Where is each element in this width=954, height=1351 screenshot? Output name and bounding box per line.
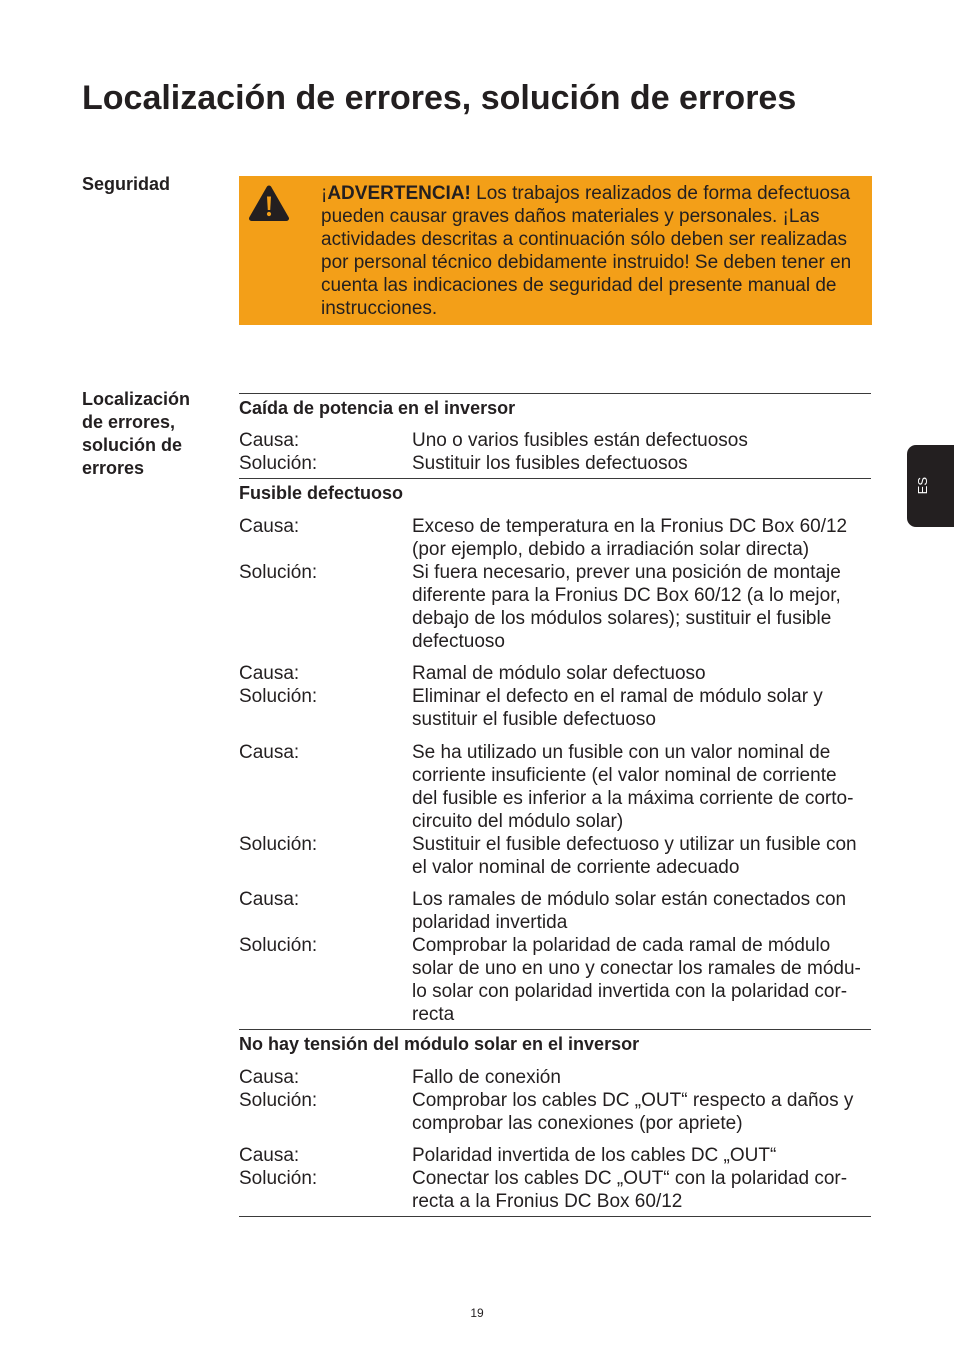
solution-text [412, 833, 857, 879]
safety-heading: Seguridad [82, 173, 171, 194]
cause-text-line: Exceso de temperatura en la Fronius DC Box 60/12 [412, 515, 848, 537]
warning-text [321, 182, 851, 320]
cause-label: Causa: [239, 663, 300, 684]
solution-text-line: comprobar las conexiones (por apriete) [412, 1112, 743, 1134]
cause-text [412, 741, 853, 833]
cause-text [412, 888, 846, 934]
cause-text-line: Polaridad invertida de los cables DC „OUT“ [412, 1145, 777, 1166]
warning-prefix: ¡ [321, 182, 328, 204]
troubleshooting-section [239, 478, 871, 1029]
solution-row [239, 833, 871, 879]
cause-text-line: (por ejemplo, debido a irradiación solar directa) [412, 538, 810, 560]
cause-row [239, 515, 871, 561]
cause-text [412, 662, 706, 685]
page-title: Localización de errores, solución de errores [82, 79, 797, 117]
section-title: Fusible defectuoso [239, 483, 404, 503]
solution-text-line: Comprobar los cables DC „OUT“ respecto a daños y [412, 1089, 854, 1111]
cause-text-line: Ramal de módulo solar defectuoso [412, 663, 706, 684]
cause-text-line: Se ha utilizado un fusible con un valor nominal de [412, 741, 831, 763]
solution-text-line: Si fuera necesario, prever una posición de montaje [412, 561, 841, 583]
troubleshooting-section [239, 1029, 871, 1217]
cause-text-line: corriente insuficiente (el valor nominal de corriente [412, 764, 837, 786]
solution-text-line: Sustituir los fusibles defectuosos [412, 453, 688, 474]
warning-line [321, 182, 851, 205]
page-number: 19 [470, 1306, 484, 1320]
warning-line: instrucciones. [321, 297, 438, 319]
solution-label: Solución: [239, 935, 318, 956]
cause-text [412, 1066, 561, 1089]
solution-text [412, 452, 688, 475]
solution-row [239, 934, 871, 1026]
cause-label: Causa: [239, 889, 300, 910]
solution-text [412, 685, 823, 731]
solution-text-line: Comprobar la polaridad de cada ramal de módulo [412, 935, 831, 956]
warning-triangle-icon [249, 185, 289, 222]
troubleshooting-heading-line: errores [82, 458, 145, 478]
solution-row [239, 561, 871, 653]
warning-label: ADVERTENCIA! [327, 182, 471, 204]
solution-text-line: diferente para la Fronius DC Box 60/12 (a lo mejor, [412, 584, 841, 606]
solution-row [239, 1089, 871, 1135]
warning-box [239, 176, 872, 325]
solution-text-line: Sustituir el fusible defectuoso y utilizar un fusible con [412, 833, 857, 855]
solution-text [412, 1089, 853, 1135]
troubleshooting-heading-line: de errores, [82, 412, 176, 432]
cause-solution-entry [239, 1066, 871, 1135]
solution-text [412, 1167, 847, 1213]
solution-label: Solución: [239, 561, 318, 583]
solution-text [412, 934, 861, 1026]
solution-text-line: Conectar los cables DC „OUT“ con la polaridad cor- [412, 1168, 848, 1189]
language-tab [907, 445, 954, 527]
cause-label: Causa: [239, 1145, 300, 1166]
solution-text [412, 561, 841, 653]
cause-text [412, 429, 748, 452]
cause-text-line: Uno o varios fusibles están defectuosos [412, 430, 748, 451]
solution-text-line: recta a la Fronius DC Box 60/12 [412, 1191, 683, 1212]
language-tab-label: ES [915, 477, 930, 495]
cause-row [239, 1144, 871, 1167]
warning-line: por personal técnico debidamente instruido! Se deben tener en [321, 251, 852, 273]
cause-text-line: del fusible es inferior a la máxima corriente de corto- [412, 787, 854, 809]
cause-solution-entry [239, 741, 871, 879]
cause-row [239, 662, 871, 685]
cause-text-line: polaridad invertida [412, 912, 568, 933]
solution-label: Solución: [239, 1089, 318, 1111]
troubleshooting-heading-line: Localización [82, 389, 191, 409]
cause-text [412, 515, 847, 561]
cause-row [239, 1066, 871, 1089]
warning-line: pueden causar graves daños materiales y personales. ¡Las [321, 205, 820, 227]
cause-text-line: circuito del módulo solar) [412, 810, 624, 832]
solution-text-line: recta [412, 1004, 455, 1025]
solution-row [239, 685, 871, 731]
solution-row [239, 1167, 871, 1213]
solution-label: Solución: [239, 1168, 318, 1189]
solution-label: Solución: [239, 453, 318, 474]
warning-line: actividades descritas a continuación sólo deben ser realizadas [321, 228, 847, 250]
cause-solution-entry [239, 888, 871, 1026]
solution-text-line: Eliminar el defecto en el ramal de módulo solar y [412, 686, 823, 707]
troubleshooting-table [239, 393, 871, 1218]
cause-label: Causa: [239, 1066, 300, 1088]
solution-label: Solución: [239, 833, 318, 855]
cause-solution-entry [239, 662, 871, 731]
section-title: No hay tensión del módulo solar en el inversor [239, 1034, 640, 1054]
cause-row [239, 888, 871, 934]
solution-text-line: solar de uno en uno y conectar los ramales de módu- [412, 958, 861, 979]
solution-text-line: defectuoso [412, 630, 505, 652]
solution-text-line: sustituir el fusible defectuoso [412, 709, 656, 730]
solution-row [239, 452, 871, 475]
section-title: Caída de potencia en el inversor [239, 397, 516, 418]
troubleshooting-heading-line: solución de [82, 435, 183, 455]
cause-label: Causa: [239, 430, 300, 451]
cause-text-line: Fallo de conexión [412, 1066, 561, 1088]
troubleshooting-heading [82, 388, 190, 480]
solution-text-line: debajo de los módulos solares); sustituir el fusible [412, 607, 832, 629]
warning-line-text: Los trabajos realizados de forma defectuosa [476, 182, 851, 204]
cause-label: Causa: [239, 515, 300, 537]
solution-label: Solución: [239, 686, 318, 707]
cause-row [239, 741, 871, 833]
warning-line: cuenta las indicaciones de seguridad del presente manual de [321, 274, 837, 296]
cause-solution-entry [239, 429, 871, 475]
cause-label: Causa: [239, 741, 300, 763]
solution-text-line: lo solar con polaridad invertida con la polaridad cor- [412, 981, 848, 1002]
cause-solution-entry [239, 515, 871, 653]
cause-text [412, 1144, 776, 1167]
cause-text-line: Los ramales de módulo solar están conectados con [412, 889, 847, 910]
solution-text-line: el valor nominal de corriente adecuado [412, 856, 740, 878]
cause-solution-entry [239, 1144, 871, 1213]
cause-row [239, 429, 871, 452]
troubleshooting-section [239, 393, 871, 479]
